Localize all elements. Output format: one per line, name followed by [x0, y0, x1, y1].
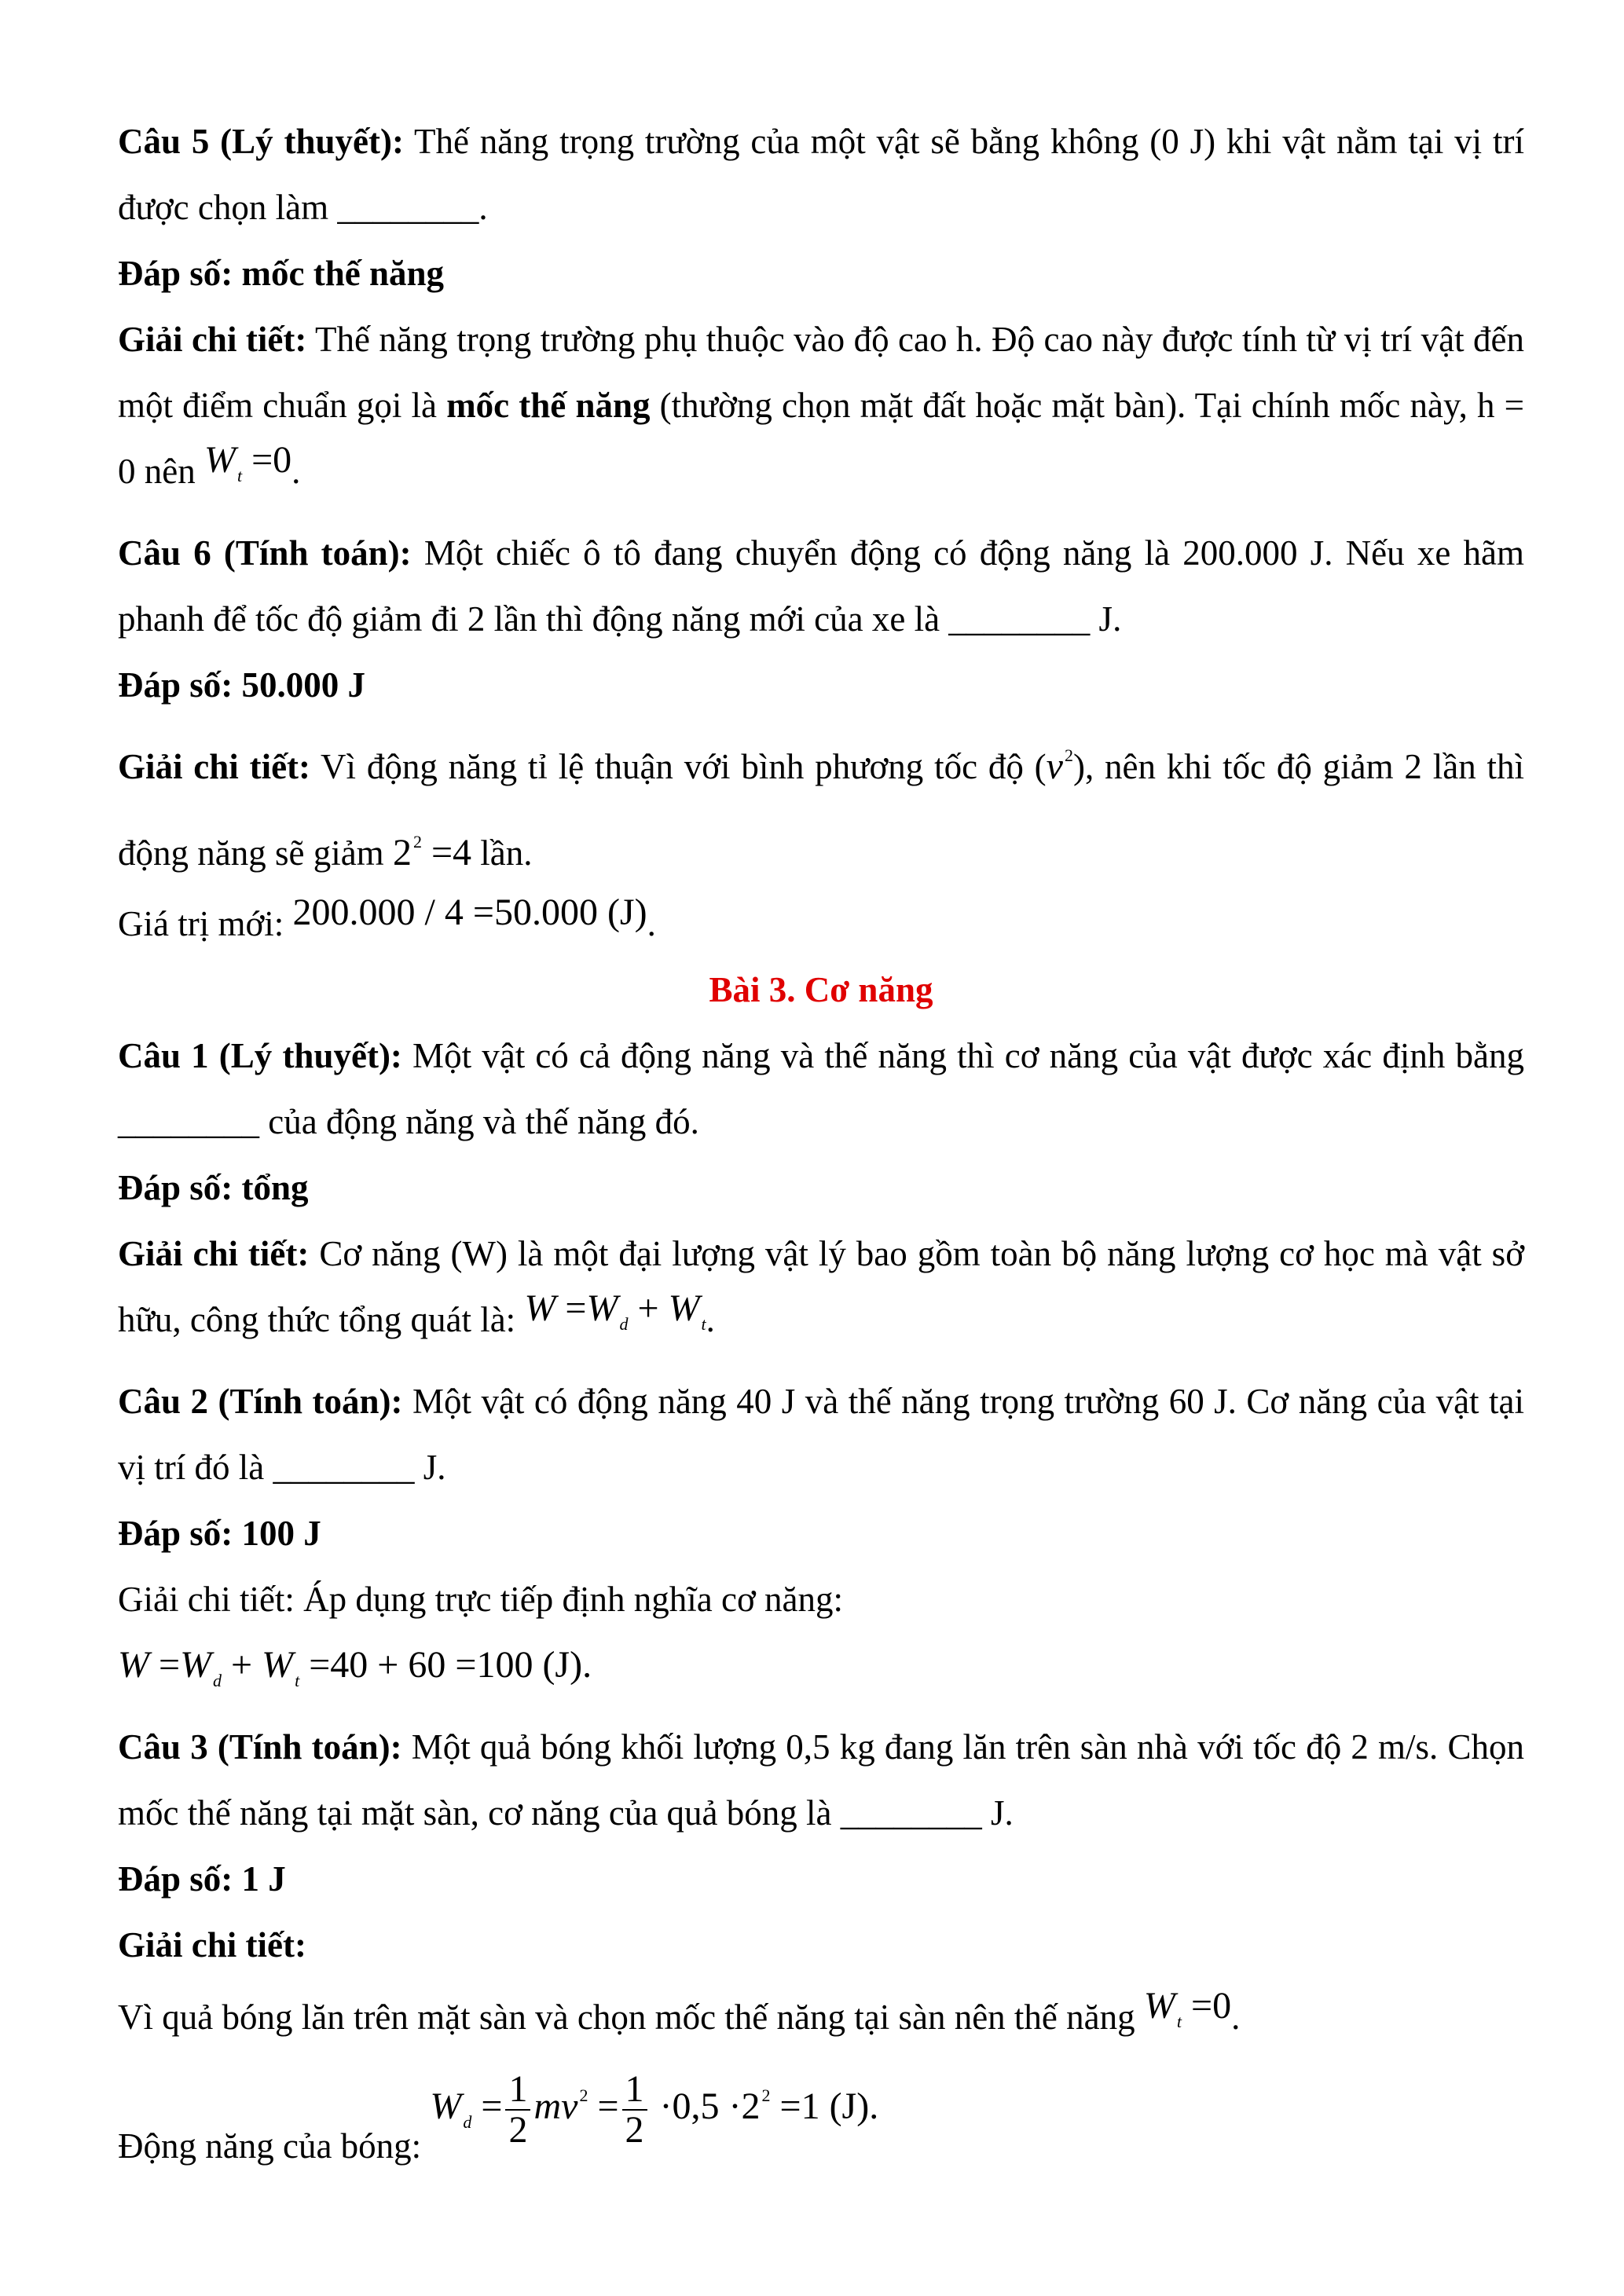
- b3-solution-2: Giải chi tiết: Áp dụng trực tiếp định nghĩa cơ năng:: [118, 1580, 843, 1619]
- b3-question-2: Câu 2 (Tính toán): Một vật có động năng 40 J và thế năng trọng trường 60 J. Cơ năng của vật tại vị trí đó là ________ J.: [118, 1382, 1524, 1487]
- question-5: Câu 5 (Lý thuyết): Thế năng trọng trường của một vật sẽ bằng không (0 J) khi vật nằm tại vị trí được chọn làm ________.: [118, 122, 1524, 227]
- formula-kinetic-energy: $W_d$ = $\frac{1}{2}$ $mv^2$ = $\frac{1}{2}$ $\cdot 0,5 \cdot 2^2 =1$ (J).: [430, 2067, 879, 2151]
- question-6: Câu 6 (Tính toán): Một chiếc ô tô đang chuyển động có động năng là 200.000 J. Nếu xe hãm phanh để tốc độ giảm đi 2 lần thì động năng mới của xe là ________ J.: [118, 533, 1524, 639]
- formula-power: $2^2 =4$: [392, 832, 472, 873]
- formula-v-squared: $v^2$: [1046, 745, 1073, 787]
- document-body: [118, 108, 1524, 2225]
- formula-sum: $W =W_d + W_t =40 + 60 =100$ (J).: [118, 1644, 592, 1690]
- b3-answer-3: Đáp số: 1 J: [118, 1859, 286, 1899]
- b3-solution-3-label: Giải chi tiết:: [118, 1925, 306, 1965]
- formula-wt-zero-2: $W_t =0$: [1143, 1985, 1232, 2031]
- section-heading: Bài 3. Cơ năng: [709, 970, 933, 1009]
- b3-solution-3-line1: Vì quả bóng lăn trên mặt sàn và chọn mốc thế năng tại sàn nên thế năng $W_t =0$.: [118, 1978, 1524, 2072]
- answer-6: Đáp số: 50.000 J: [118, 665, 366, 705]
- b3-question-1: Câu 1 (Lý thuyết): Một vật có cả động năng và thế năng thì cơ năng của vật được xác định bằng ________ của động năng và thế năng đó.: [118, 1036, 1524, 1141]
- solution-6: Giải chi tiết: Vì động năng tỉ lệ thuận với bình phương tốc độ $(v^2)$, nên khi tốc độ giảm 2 lần thì động năng sẽ giảm $2^2 =4$ lần.: [118, 718, 1524, 891]
- b3-formula-line: [118, 1632, 1524, 1714]
- b3-solution-3-line2: Động năng của bóng: $W_d$ = $\frac{1}{2}$ $mv^2$ = $\frac{1}{2}$ $\cdot 0,5 \cdot 2^2 =1$ (J).: [118, 2072, 1524, 2225]
- b3-solution-1: Giải chi tiết: Cơ năng (W) là một đại lượng vật lý bao gồm toàn bộ năng lượng cơ học mà vật sở hữu, công thức tổng quát là: $W =W_d + W_t$.: [118, 1221, 1524, 1368]
- formula-new-value: 200.000 / 4 =50.000 (J): [292, 892, 647, 933]
- b3-question-3: Câu 3 (Tính toán): Một quả bóng khối lượng 0,5 kg đang lăn trên sàn nhà với tốc độ 2 m/s. Chọn mốc thế năng tại mặt sàn, cơ năng của quả bóng là ________ J.: [118, 1727, 1524, 1833]
- b3-answer-1: Đáp số: tổng: [118, 1168, 309, 1207]
- formula-wt-zero: $W_t =0$: [203, 439, 292, 485]
- solution-5: Giải chi tiết: Thế năng trọng trường phụ thuộc vào độ cao h. Độ cao này được tính từ vị trí vật đến một điểm chuẩn gọi là mốc thế năng (thường chọn mặt đất hoặc mặt bàn). Tại chính mốc này, h = 0 nên $W_t =0$.: [118, 306, 1524, 520]
- b3-answer-2: Đáp số: 100 J: [118, 1514, 321, 1553]
- formula-mechanical-energy: $W =W_d + W_t$: [524, 1287, 706, 1334]
- answer-5: Đáp số: mốc thế năng: [118, 254, 445, 293]
- new-value: Giá trị mới: 200.000 / 4 =50.000 (J).: [118, 891, 1524, 957]
- question-label: Câu 5 (Lý thuyết):: [118, 122, 404, 161]
